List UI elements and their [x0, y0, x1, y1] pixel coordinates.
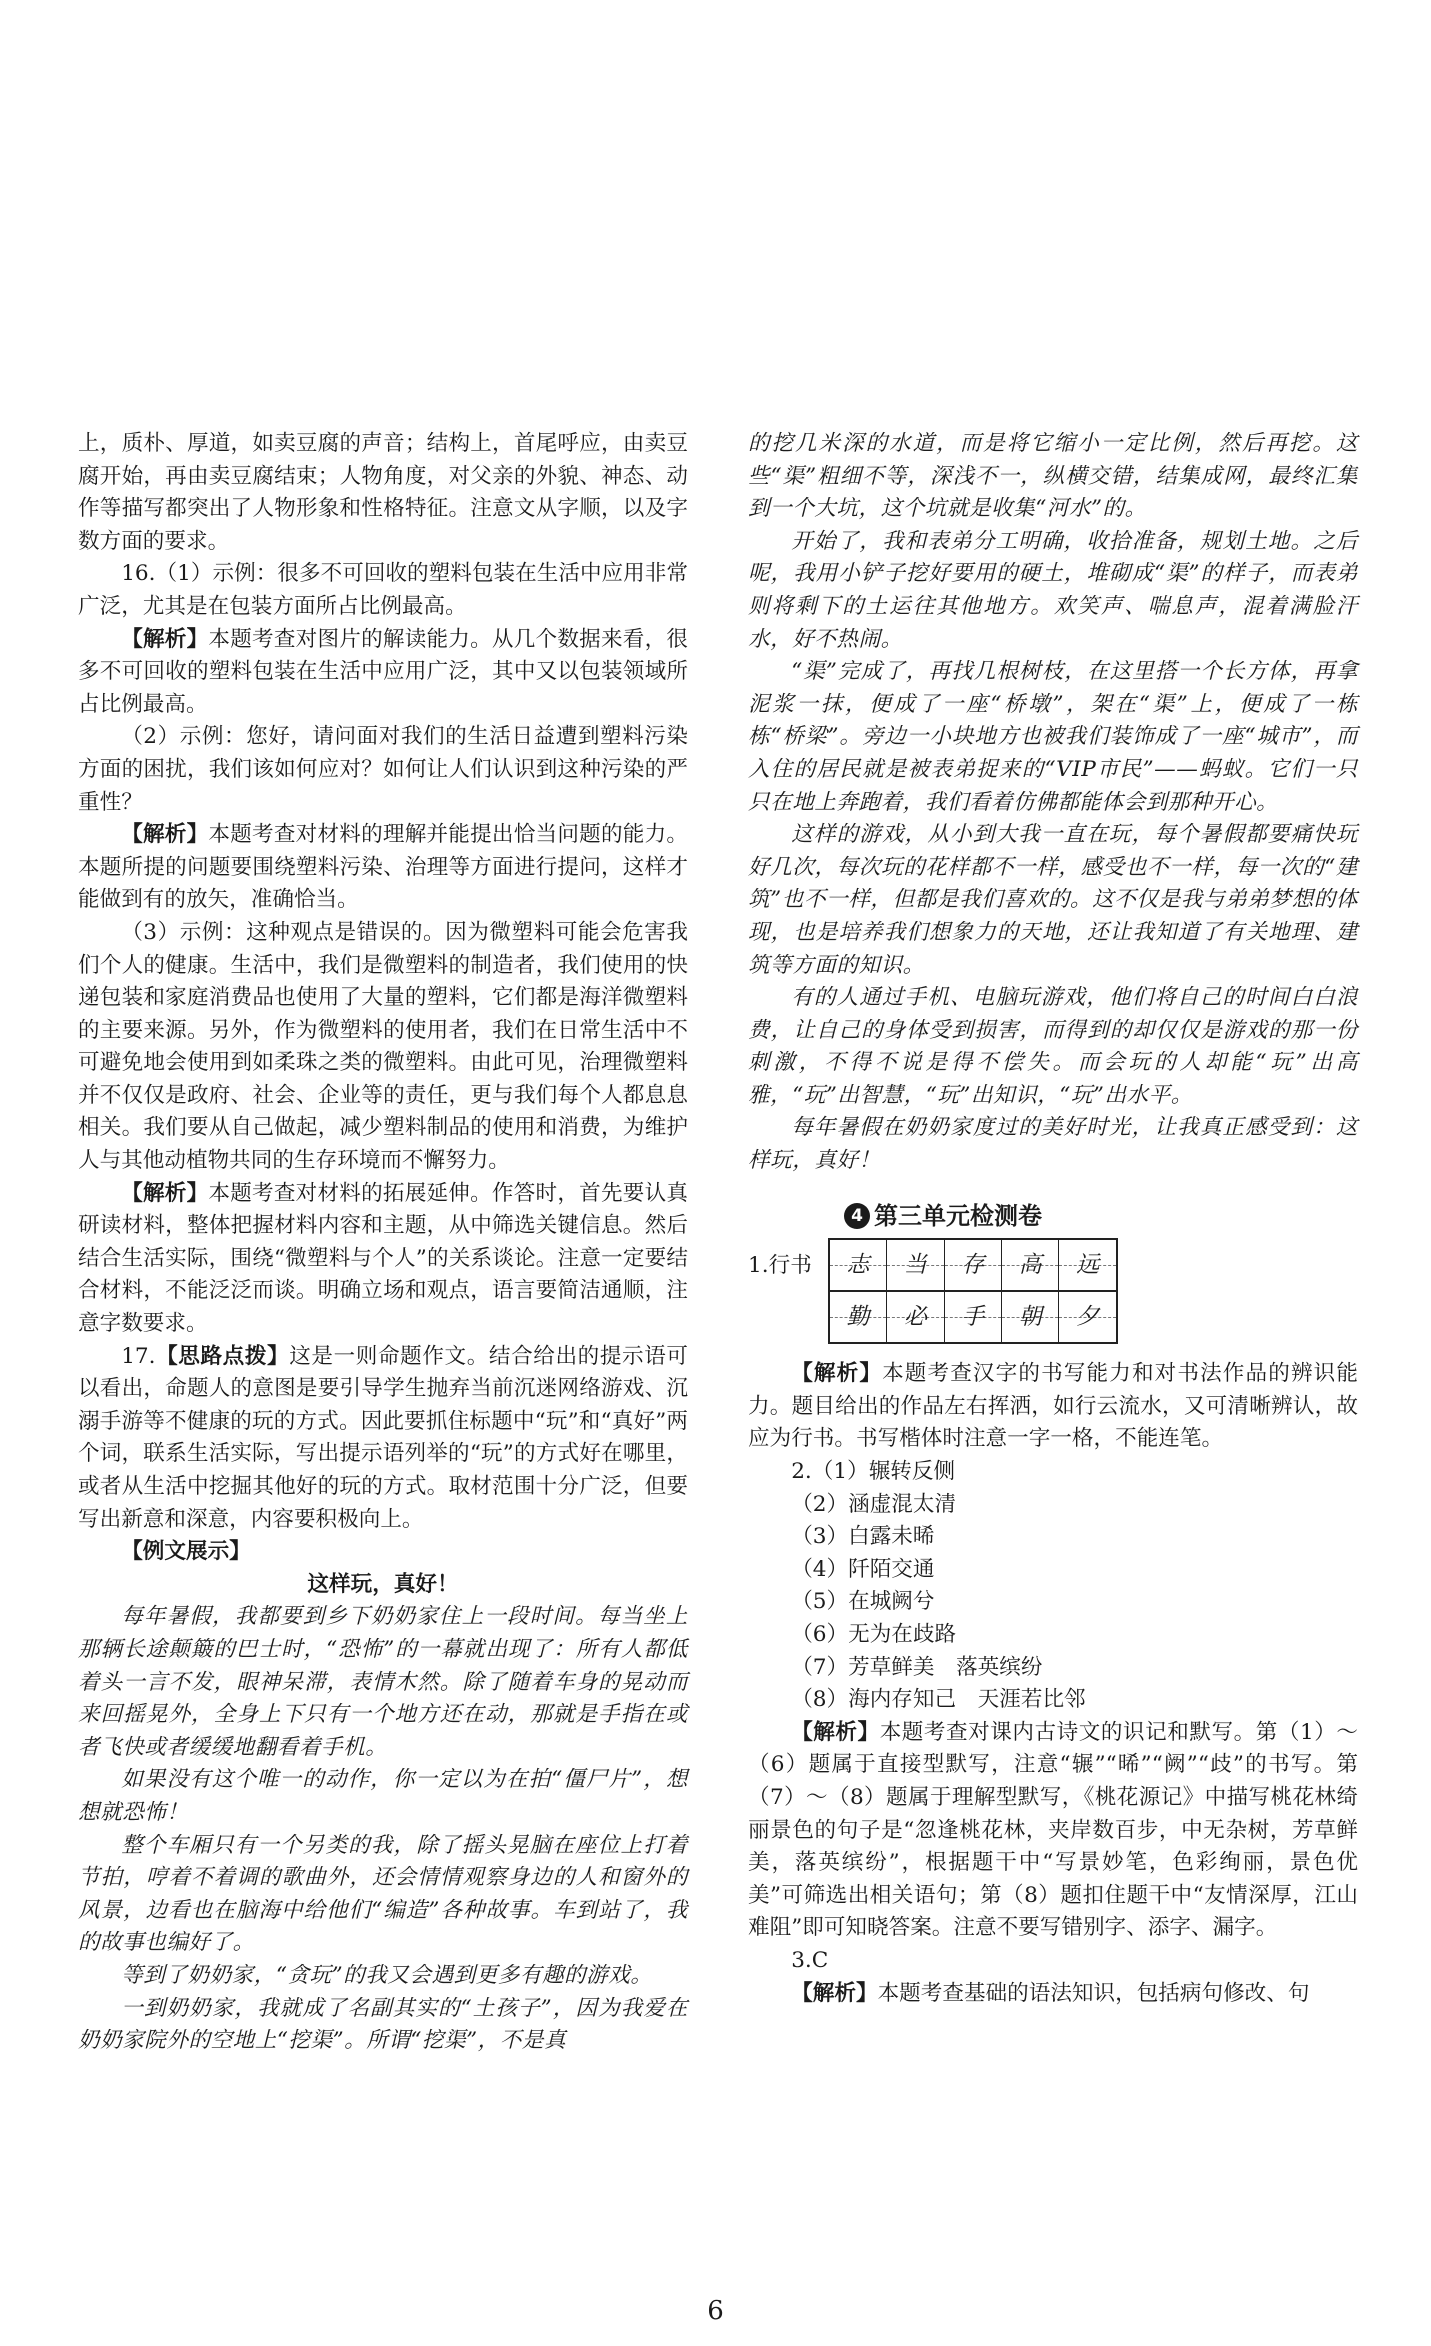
paragraph-text: （2）涵虚混太清 [791, 1491, 957, 1517]
paragraph-text: （7）芳草鲜美 落英缤纷 [791, 1654, 1043, 1680]
grid-character: 志 [846, 1251, 870, 1278]
paragraph-text: 16.（1）示例：很多不可回收的塑料包装在生活中应用非常广泛，尤其是在包装方面所占比例最高。 [78, 561, 688, 619]
answer-paragraph [78, 819, 688, 917]
essay-paragraph [748, 526, 1358, 656]
paragraph-text: （3）示例：这种观点是错误的。因为微塑料可能会危害我们个人的健康。生活中，我们是微塑料的制造者，我们使用的快递包装和家庭消费品也使用了大量的塑料，它们都是海洋微塑料的主要来源。另外，作为微塑料的使用者，我们在日常生活中不可避免地会使用到如柔珠之类的微塑料。由此可见，治理微塑料并不仅仅是政府、社会、企业等的责任，更与我们每个人都息息相关。我们要从自己做起，减少塑料制品的使用和消费，为维护人与其他动植物共同的生存环境而不懈努力。 [78, 919, 688, 1174]
analysis-label: 【解析】 [791, 1980, 878, 2006]
grid-character: 远 [1076, 1251, 1100, 1278]
answer-paragraph [748, 1586, 1358, 1619]
paragraph-text: 这样的游戏，从小到大我一直在玩，每个暑假都要痛快玩好几次，每次玩的花样都不一样，感受也不一样，每一次的“建筑”也不一样，但都是我们喜欢的。这不仅是我与弟弟梦想的体现，也是培养我们想象力的天地，还让我知道了有关地理、建筑等方面的知识。 [748, 822, 1358, 978]
grid-cell [945, 1240, 1002, 1290]
answer-paragraph [78, 1178, 688, 1341]
grid-character: 夕 [1076, 1303, 1100, 1330]
answer-paragraph [748, 1684, 1358, 1717]
essay-paragraph [78, 1993, 688, 2058]
grid-character: 必 [903, 1303, 927, 1330]
analysis-label: 【解析】 [121, 626, 209, 652]
essay-title: 这样玩，真好！ [307, 1571, 459, 1597]
paragraph-text: 整个车厢只有一个另类的我，除了摇头晃脑在座位上打着节拍，哼着不着调的歌曲外，还会情情观察身边的人和窗外的风景，边看也在脑海中给他们“编造”各种故事。车到站了，我的故事也编好了。 [78, 1832, 688, 1956]
grid-cell [1002, 1240, 1059, 1290]
grid-character: 手 [961, 1303, 985, 1330]
answer-paragraph [748, 1554, 1358, 1587]
right-column [748, 428, 1358, 2010]
essay-paragraph [748, 1112, 1358, 1177]
answer-paragraph [748, 1717, 1358, 1945]
answer-paragraph [78, 624, 688, 722]
answer-paragraph [748, 1978, 1358, 2011]
paragraph-text: 本题考查对材料的理解并能提出恰当问题的能力。本题所提的问题要围绕塑料污染、治理等方面进行提问，这样才能做到有的放矢，准确恰当。 [78, 822, 688, 913]
answer-paragraph [78, 1341, 688, 1537]
essay-paragraph [78, 1601, 688, 1764]
analysis-label: 【思路点拨】 [155, 1343, 290, 1369]
answer-paragraph [748, 1945, 1358, 1978]
analysis-label: 【解析】 [121, 1180, 209, 1206]
answer-paragraph [748, 1619, 1358, 1652]
grid-cell [887, 1292, 944, 1342]
answer-paragraph [748, 1456, 1358, 1489]
answer-paragraph [748, 1358, 1358, 1456]
grid-character: 勤 [846, 1303, 870, 1330]
character-grid [828, 1238, 1118, 1344]
grid-character: 朝 [1018, 1303, 1042, 1330]
paragraph-text: 的挖几米深的水道，而是将它缩小一定比例，然后再挖。这些“渠”粗细不等，深浅不一，纵横交错，结集成网，最终汇集到一个大坑，这个坑就是收集“河水”的。 [748, 431, 1358, 522]
essay-paragraph [78, 1960, 688, 1993]
essay-paragraph [78, 1830, 688, 1960]
answer-paragraph [748, 1489, 1358, 1522]
paragraph-text: 本题考查对图片的解读能力。从几个数据来看，很多不可回收的塑料包装在生活中应用广泛，其中又以包装领域所占比例最高。 [78, 626, 688, 717]
paragraph-text: 本题考查汉字的书写能力和对书法作品的辨识能力。题目给出的作品左右挥洒，如行云流水，又可清晰辨认，故应为行书。书写楷体时注意一字一格，不能连笔。 [748, 1361, 1358, 1452]
paragraph-text: 本题考查基础的语法知识，包括病句修改、句 [877, 1980, 1310, 2006]
grid-cell [887, 1240, 944, 1290]
paragraph-text: 一到奶奶家，我就成了名副其实的“土孩子”，因为我爱在奶奶家院外的空地上“挖渠”。所谓“挖渠”，不是真 [78, 1995, 688, 2054]
grid-cell [1059, 1240, 1115, 1290]
essay-paragraph [748, 819, 1358, 982]
answer-paragraph [748, 1652, 1358, 1685]
grid-character: 存 [961, 1251, 985, 1278]
essay-paragraph [748, 428, 1358, 526]
paragraph-text: （8）海内存知己 天涯若比邻 [791, 1687, 1086, 1713]
example-heading [78, 1536, 688, 1569]
grid-row [830, 1240, 1116, 1292]
paragraph-text: 有的人通过手机、电脑玩游戏，他们将自己的时间白白浪费，让自己的身体受到损害，而得到的却仅仅是游戏的那一份刺激，不得不说是得不偿失。而会玩的人却能“玩”出高雅，“玩”出智慧，“玩”出知识，“玩”出水平。 [748, 985, 1358, 1108]
paragraph-text: （5）在城阙兮 [791, 1589, 935, 1615]
question-number: 17. [121, 1343, 156, 1369]
answer-paragraph [748, 1521, 1358, 1554]
question-label: 1.行书 [748, 1253, 812, 1279]
paragraph-text: 这是一则命题作文。结合给出的提示语可以看出，命题人的意图是要引导学生抛弃当前沉迷网络游戏、沉溺手游等不健康的玩的方式。因此要抓住标题中“玩”和“真好”两个词，联系生活实际，写出提示语列举的“玩”的方式好在哪里，或者从生活中挖掘其他好的玩的方式。取材范围十分广泛，但要写出新意和深意，内容要积极向上。 [78, 1343, 688, 1532]
grid-character: 当 [903, 1251, 927, 1278]
paragraph-text: （4）阡陌交通 [791, 1556, 935, 1582]
answer-paragraph [78, 428, 688, 558]
essay-paragraph [78, 1764, 688, 1829]
grid-row [830, 1292, 1116, 1342]
answer-paragraph [78, 558, 688, 623]
paragraph-text: 本题考查对课内古诗文的识记和默写。第（1）～（6）题属于直接型默写，注意“辗”“晞”“阙”“歧”的书写。第（7）～（8）题属于理解型默写，《桃花源记》中描写桃花林绮丽景色的句子是“忽逢桃花林，夹岸数百步，中无杂树，芳草鲜美，落英缤纷”，根据题干中“写景妙笔，色彩绚丽，景色优美”可筛选出相关语句；第（8）题扣住题干中“友情深厚，江山难阻”即可知晓答案。注意不要写错别字、添字、漏字。 [748, 1719, 1358, 1941]
analysis-label: 【解析】 [791, 1719, 880, 1745]
paragraph-text: 等到了奶奶家，“贪玩”的我又会遇到更多有趣的游戏。 [121, 1962, 653, 1988]
paragraph-text: 2.（1）辗转反侧 [791, 1459, 956, 1485]
paragraph-text: 开始了，我和表弟分工明确，收拾准备，规划土地。之后呢，我用小铲子挖好要用的硬土，堆砌成“渠”的样子，而表弟则将剩下的土运往其他地方。欢笑声、喘息声，混着满脸汗水，好不热闹。 [748, 528, 1358, 652]
left-column [78, 428, 688, 2058]
page-number: 6 [707, 2296, 724, 2326]
grid-cell [830, 1240, 887, 1290]
answer-paragraph [78, 721, 688, 819]
grid-cell [1002, 1292, 1059, 1342]
grid-character: 高 [1018, 1251, 1042, 1278]
calligraphy-question [748, 1250, 1358, 1344]
analysis-label: 【解析】 [121, 822, 209, 848]
paragraph-text: （2）示例：您好，请问面对我们的生活日益遭到塑料污染方面的困扰，我们该如何应对？如何让人们认识到这种污染的严重性？ [78, 724, 688, 815]
paragraph-text: （6）无为在歧路 [791, 1622, 957, 1647]
paragraph-text: 每年暑假在奶奶家度过的美好时光，让我真正感受到：这样玩，真好！ [748, 1115, 1358, 1174]
paragraph-text: 上，质朴、厚道，如卖豆腐的声音；结构上，首尾呼应，由卖豆腐开始，再由卖豆腐结束；人物角度，对父亲的外貌、神态、动作等描写都突出了人物形象和性格特征。注意文从字顺，以及字数方面的要求。 [78, 431, 688, 554]
essay-paragraph [748, 982, 1358, 1112]
section-number-badge: 4 [844, 1203, 870, 1229]
paragraph-text: 如果没有这个唯一的动作，你一定以为在拍“僵尸片”，想想就恐怖！ [78, 1767, 688, 1825]
essay-paragraph [748, 656, 1358, 819]
paragraph-text: “渠”完成了，再找几根树枝，在这里搭一个长方体，再拿泥浆一抹，便成了一座“桥墩”，架在“渠”上，便成了一栋栋“桥梁”。旁边一小块地方也被我们装饰成了一座“城市”，而入住的居民就是被表弟捉来的“VIP市民”——蚂蚁。它们一只只在地上奔跑着，我们看着仿佛都能体会到那种开心。 [748, 659, 1358, 815]
answer-paragraph [78, 917, 688, 1178]
grid-cell [1059, 1292, 1115, 1342]
section-heading [748, 1200, 1358, 1233]
paragraph-text: 3.C [791, 1947, 829, 1973]
paragraph-text: 每年暑假，我都要到乡下奶奶家住上一段时间。每当坐上那辆长途颠簸的巴士时，“恐怖”的一幕就出现了：所有人都低着头一言不发，眼神呆滞，表情木然。除了随着车身的晃动而来回摇晃外，全身上下只有一个地方还在动，那就是手指在或者飞快或者缓缓地翻看着手机。 [78, 1604, 688, 1760]
paragraph-text: 本题考查对材料的拓展延伸。作答时，首先要认真研读材料，整体把握材料内容和主题，从中筛选关键信息。然后结合生活实际，围绕“微塑料与个人”的关系谈论。注意一定要结合材料，不能泛泛而谈。明确立场和观点，语言要简洁通顺，注意字数要求。 [78, 1180, 688, 1337]
example-label: 【例文展示】 [121, 1539, 251, 1565]
spacer [748, 1344, 1358, 1358]
grid-cell [945, 1292, 1002, 1342]
paragraph-text: （3）白露未晞 [791, 1524, 935, 1550]
analysis-label: 【解析】 [791, 1361, 883, 1387]
section-title: 第三单元检测卷 [874, 1201, 1042, 1230]
grid-cell [830, 1292, 887, 1342]
